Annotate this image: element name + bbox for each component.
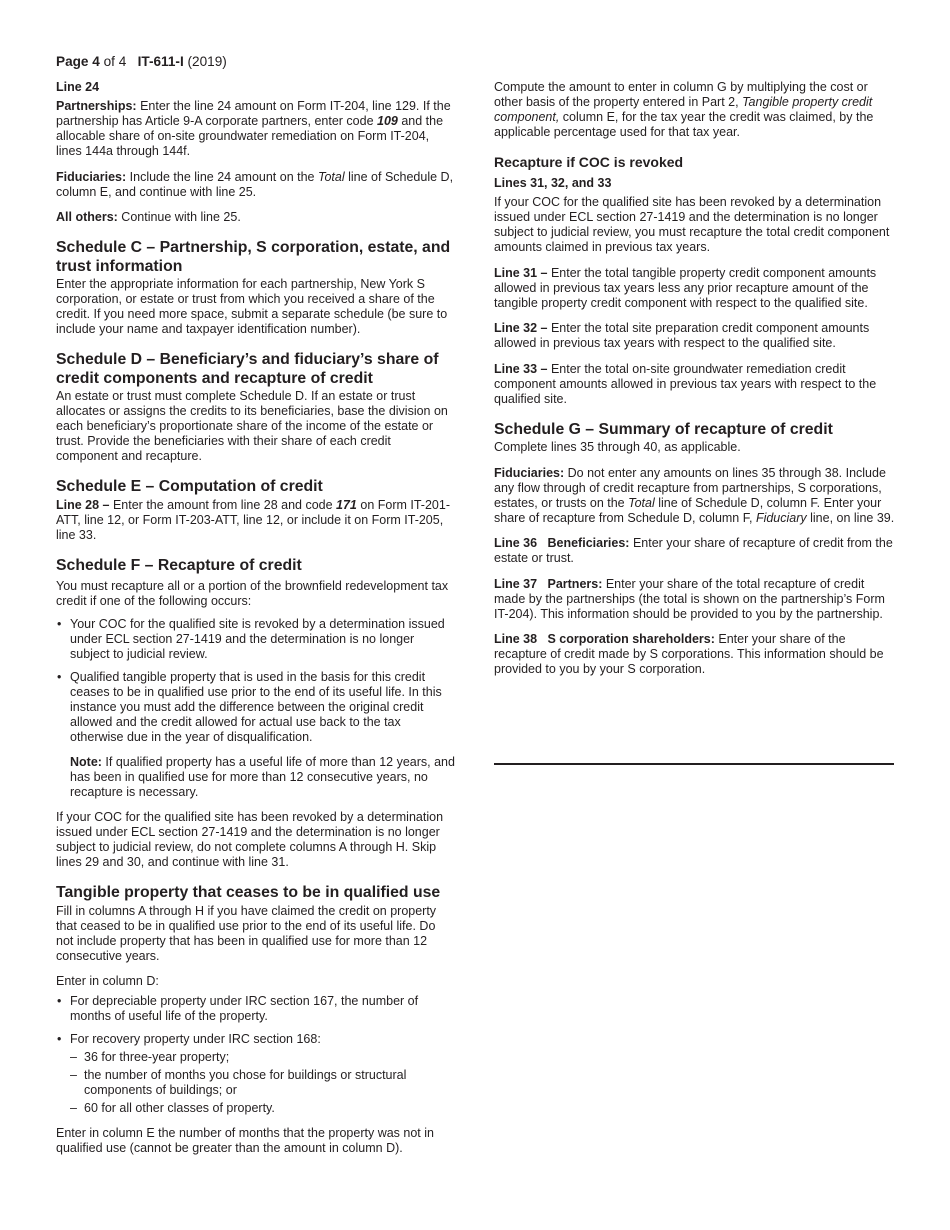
line37-text: Line 37 Partners: Enter your share of the total recapture of credit made by the partnerships (the total is shown on the partnership’s Form IT-204). This information should be provided to you by the partnership. xyxy=(494,576,885,621)
line24-fiduciaries: Fiduciaries: Include the line 24 amount on the Total line of Schedule D, column E, and continue with line 25. xyxy=(56,169,454,199)
recapture-intro: If your COC for the qualified site has been revoked by a determination issued under ECL section 27-1419 and the determination is no longer subject to judicial review, you must recapture the total credit component amounts claimed in previous tax years. xyxy=(494,195,890,254)
form-year: (2019) xyxy=(183,54,227,69)
schedule-d-text: An estate or trust must complete Schedule D. If an estate or trust allocates or assigns the credits to its beneficiaries, base the division on each beneficiary’s proportionate share of the income of the estate or trust. Provide the beneficiaries with their share of each credit component and recapture. xyxy=(56,389,448,463)
schedule-c-text: Enter the appropriate information for each partnership, New York S corporation, or estate or trust from which you received a share of the credit. If you need more space, submit a separate schedule (be sure to include your name and taxpayer identification number). xyxy=(56,277,448,336)
schedule-g-intro: Complete lines 35 through 40, as applicable. xyxy=(494,440,741,454)
page-header xyxy=(56,54,227,69)
schedule-f-bullets xyxy=(56,617,456,800)
line31-text: Line 31 – Enter the total tangible property credit component amounts allowed in previous tax years less any prior recapture amount of the tangible property credit component with respect to the qualified site. xyxy=(494,265,877,310)
tangible-col-d: Enter in column D: xyxy=(56,974,159,988)
tangible-heading: Tangible property that ceases to be in qualified use xyxy=(56,884,441,901)
schedule-g-section xyxy=(494,421,896,678)
line24-all-others: All others: Continue with line 25. xyxy=(56,210,241,224)
line24-heading: Line 24 xyxy=(56,80,100,94)
recapture-heading: Recapture if COC is revoked xyxy=(494,154,684,170)
list-item: • For recovery property under IRC section 168: xyxy=(56,1032,456,1047)
page-total: of 4 xyxy=(99,54,127,69)
list-item: – 36 for three-year property; xyxy=(56,1050,456,1065)
end-rule xyxy=(494,763,894,765)
schedule-c-section xyxy=(56,239,456,337)
list-item: • Qualified tangible property that is used in the basis for this credit ceases to be in qualified use prior to the end of its useful life. In this instance you must add the difference between the original credit allowed and the credit allowed for actual use back to the tax otherwise due in the year of disqualification. Note: If qualified property has a useful life of more than 12 years, and has been in qualified use for more than 12 consecutive years, no recapture is necessary. xyxy=(56,670,456,800)
line24-partnerships: Partnerships: Enter the line 24 amount on Form IT-204, line 129. If the partnership has Article 9-A corporate partners, enter code 109 and the allocable share of on-site groundwater remediation on Form IT-204, lines 144a through 144f. xyxy=(56,99,451,158)
line36-text: Line 36 Beneficiaries: Enter your share of recapture of credit from the estate or trust. xyxy=(494,536,893,565)
line38-text: Line 38 S corporation shareholders: Enter your share of the recapture of credit made by S corporations. This information should be provided to you by your S corporation. xyxy=(494,632,884,676)
tangible-intro: Fill in columns A through H if you have claimed the credit on property that ceased to be in qualified use prior to the end of its useful life. Do not include property that has been in qualified use for more than 12 consecutive years. xyxy=(56,903,437,963)
schedule-d-heading: Schedule D – Beneficiary’s and fiduciary’s share of credit components and recapture of credit xyxy=(56,351,439,387)
schedule-e-line28: Line 28 – Enter the amount from line 28 and code 171 on Form IT-201-ATT, line 12, or Form IT-203-ATT, line 12, or include it on Form IT-205, line 33. xyxy=(56,497,450,542)
schedule-e-heading: Schedule E – Computation of credit xyxy=(56,478,323,495)
tangible-col-e: Enter in column E the number of months that the property was not in qualified use (cannot be greater than the amount in column D). xyxy=(56,1126,434,1155)
tangible-bullets xyxy=(56,994,456,1047)
list-item: • Your COC for the qualified site is revoked by a determination issued under ECL section 27-1419 and the determination is no longer subject to judicial review. xyxy=(56,617,456,662)
schedule-f-heading: Schedule F – Recapture of credit xyxy=(56,556,302,574)
tangible-dashes xyxy=(56,1050,456,1116)
schedule-f-section xyxy=(56,557,456,871)
schedule-f-intro: You must recapture all or a portion of the brownfield redevelopment tax credit if one of the following occurs: xyxy=(56,579,449,608)
schedule-d-section xyxy=(56,351,456,464)
list-item: • For depreciable property under IRC section 167, the number of months of useful life of the property. xyxy=(56,994,456,1024)
column-g-text: Compute the amount to enter in column G by multiplying the cost or other basis of the property entered in Part 2, Tangible property credit component, column E, for the tax year the credit was claimed, by the applicable percentage used for that tax year. xyxy=(494,80,874,139)
recapture-section xyxy=(494,154,896,407)
schedule-f-closing: If your COC for the qualified site has been revoked by a determination issued under ECL section 27-1419 and the determination is no longer subject to judicial review, do not complete columns A through H. Skip lines 29 and 30, and continue with line 31. xyxy=(56,810,444,869)
list-item: – the number of months you chose for buildings or structural components of buildings; or xyxy=(56,1068,456,1098)
form-number: IT-611-I xyxy=(137,54,184,69)
schedule-e-section xyxy=(56,478,456,543)
schedule-g-heading: Schedule G – Summary of recapture of credit xyxy=(494,420,833,438)
right-column xyxy=(494,80,896,688)
schedule-g-fiduciaries: Fiduciaries: Do not enter any amounts on lines 35 through 38. Include any flow through of credit recapture from partnerships, S corporations, estates, or trusts on the Total line of Schedule D, column F. Enter your share of recapture from Schedule D, column F, Fiduciary line, on line 39. xyxy=(494,465,895,525)
line33-text: Line 33 – Enter the total on-site groundwater remediation credit component amounts allowed in previous tax years with respect to the qualified site. xyxy=(494,361,877,406)
lines-31-33-heading: Lines 31, 32, and 33 xyxy=(494,176,612,190)
list-item: – 60 for all other classes of property. xyxy=(56,1101,456,1116)
line32-text: Line 32 – Enter the total site preparation credit component amounts allowed in previous tax years with respect to the qualified site. xyxy=(494,321,870,350)
tangible-section xyxy=(56,884,456,1156)
left-column xyxy=(56,80,456,1167)
page-number: Page 4 xyxy=(56,54,100,69)
schedule-c-heading: Schedule C – Partnership, S corporation, estate, and trust information xyxy=(56,239,451,275)
schedule-f-note: Note: If qualified property has a useful life of more than 12 years, and has been in qualified use for more than 12 consecutive years, no recapture is necessary. xyxy=(70,755,455,799)
